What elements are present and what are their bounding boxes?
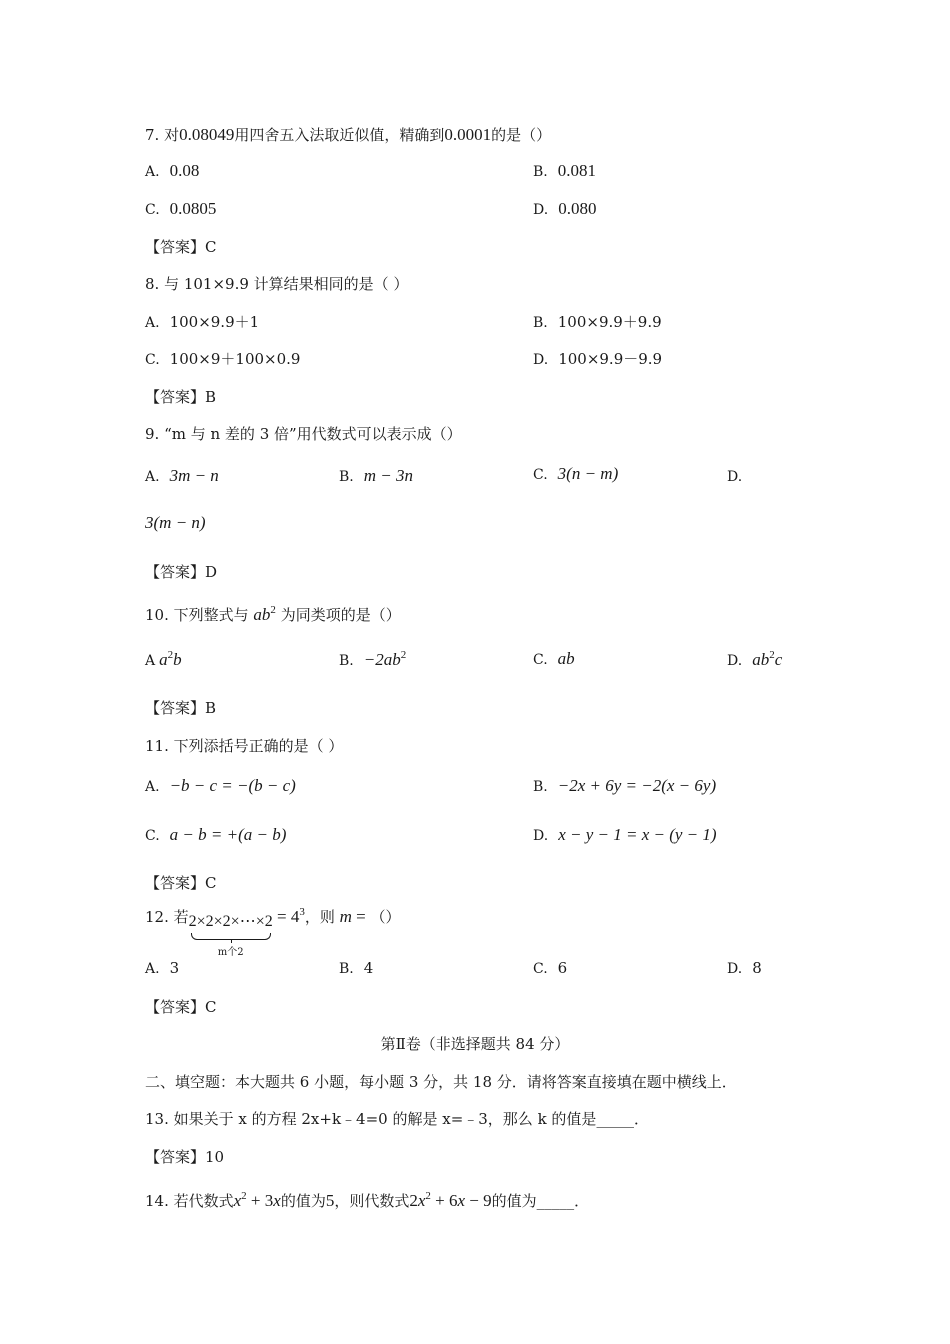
q8-option-b: B. 100×9.9＋9.9 — [533, 313, 662, 331]
q9-option-d-value: 3(m − n) — [145, 513, 206, 532]
q7-option-d: D. 0.080 — [533, 199, 597, 218]
q9-option-b: B. m − 3n — [339, 466, 413, 485]
q12-rhs: = $4^3$ — [276, 906, 305, 926]
q10-answer: 【答案】B — [145, 699, 217, 717]
q8-option-d: D. 100×9.9－9.9 — [533, 350, 663, 368]
q11-option-a: A. −b − c = −(b − c) — [145, 776, 296, 795]
question-10-stem: 10. 下列整式与 $ab^2$ 为同类项的是（） — [145, 604, 401, 624]
underbrace-label: m个2 — [217, 947, 244, 958]
q12-option-a: A. 3 — [145, 959, 180, 977]
question-9-stem: 9. “m 与 n 差的 3 倍”用代数式可以表示成（） — [145, 425, 462, 443]
q10-option-a-expr: $a^2b$ — [159, 649, 182, 669]
q7-number-1: 0.08049 — [179, 125, 235, 144]
q7-option-a: A. 0.08 — [145, 161, 200, 180]
q10-option-d-expr: $ab^2c$ — [752, 649, 783, 669]
q8-option-a: A. 100×9.9＋1 — [145, 313, 260, 331]
q14-expression-1: $x^2 + 3x$ — [233, 1190, 281, 1210]
q9-option-d-label: D. — [727, 469, 743, 485]
q8-answer: 【答案】B — [145, 388, 217, 406]
q10-term: $ab^2$ — [253, 604, 276, 624]
q14-expression-2: $2x^2 + 6x - 9$ — [409, 1190, 492, 1210]
q10-option-b-expr: $-2ab^2$ — [363, 649, 407, 669]
q7-answer: 【答案】C — [145, 238, 217, 256]
underbrace-expression: 2×2×2×⋯×2 m个2 — [188, 913, 273, 958]
question-14-stem: 14. 若代数式$x^2 + 3x$的值为5，则代数式$2x^2 + 6x - 9$的值为_____． — [145, 1190, 590, 1210]
q12-variable: m = — [339, 907, 366, 926]
q9-option-c: C. 3(n − m) — [533, 464, 619, 483]
q10-option-d: D. $ab^2c$ — [727, 649, 783, 669]
q12-option-d: D. 8 — [727, 959, 762, 977]
q12-option-b: B. 4 — [339, 959, 374, 977]
q10-option-c: C. ab — [533, 649, 575, 668]
question-7-stem: 7. 对0.08049用四舍五入法取近似值，精确到0.0001的是（） — [145, 125, 552, 144]
q11-option-c: C. a − b = +(a − b) — [145, 825, 287, 844]
question-13-stem: 13. 如果关于 x 的方程 2x+k﹣4=0 的解是 x=﹣3，那么 k 的值是_____． — [145, 1110, 649, 1128]
q11-answer: 【答案】C — [145, 874, 217, 892]
section-2-instructions: 二、填空题：本大题共 6 小题，每小题 3 分，共 18 分．请将答案直接填在题中横线上． — [145, 1073, 737, 1091]
q9-option-a: A. 3m − n — [145, 466, 219, 485]
q7-option-c: C. 0.0805 — [145, 199, 217, 218]
question-8-stem: 8. 与 101×9.9 计算结果相同的是（ ） — [145, 275, 409, 293]
section-2-title: 第Ⅱ卷（非选择题共 84 分） — [380, 1035, 570, 1053]
q7-number-2: 0.0001 — [444, 125, 492, 144]
q10-option-a: A $a^2b$ — [145, 649, 182, 669]
q12-option-c: C. 6 — [533, 959, 568, 977]
q7-option-b: B. 0.081 — [533, 161, 596, 180]
question-12-stem: 12. 若2×2×2×⋯×2 m个2 = $4^3$，则 m = （） — [145, 906, 401, 958]
q11-option-d: D. x − y − 1 = x − (y − 1) — [533, 825, 717, 844]
q13-answer: 【答案】10 — [145, 1148, 225, 1166]
question-11-stem: 11. 下列添括号正确的是（ ） — [145, 737, 344, 755]
q11-option-b: B. −2x + 6y = −2(x − 6y) — [533, 776, 717, 795]
q12-answer: 【答案】C — [145, 998, 217, 1016]
q9-answer: 【答案】D — [145, 563, 218, 581]
q10-option-b: B. $-2ab^2$ — [339, 649, 407, 669]
q8-option-c: C. 100×9＋100×0.9 — [145, 350, 301, 368]
